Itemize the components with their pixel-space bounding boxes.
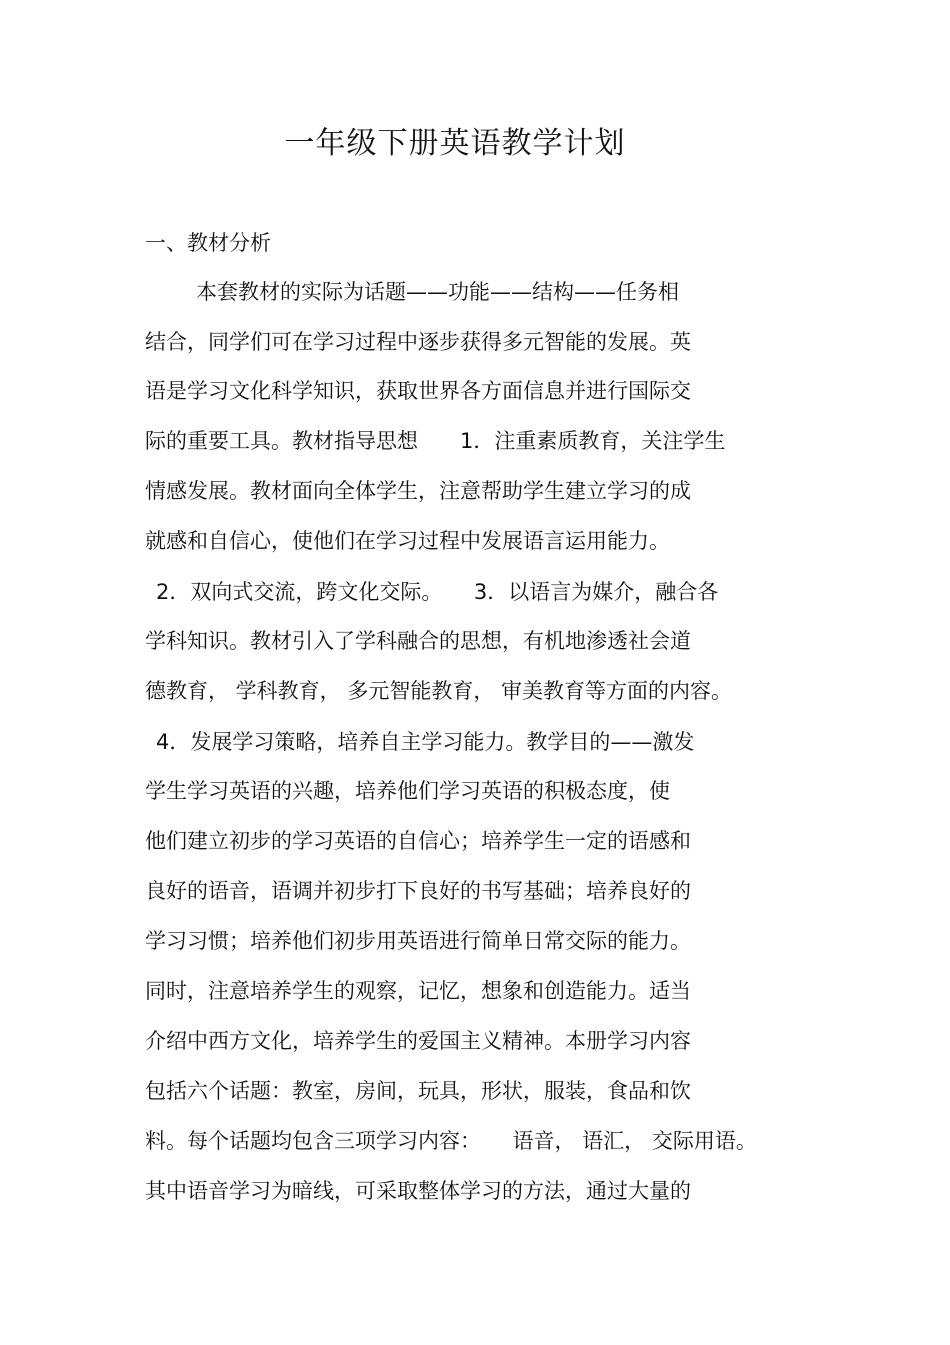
paragraph-line: 介绍中西方文化，培养学生的爱国主义精神。本册学习内容 xyxy=(145,1029,691,1053)
paragraph-line: 情感发展。教材面向全体学生，注意帮助学生建立学习的成 xyxy=(145,479,691,503)
paragraph-line: 结合，同学们可在学习过程中逐步获得多元智能的发展。英 xyxy=(145,330,691,354)
paragraph-line: 2．双向式交流，跨文化交际。 3．以语言为媒介，融合各 xyxy=(156,580,719,604)
paragraph-line: 德教育， 学科教育， 多元智能教育， 审美教育等方面的内容。 xyxy=(145,679,733,703)
section-heading: 一、教材分析 xyxy=(145,231,271,255)
paragraph-line: 良好的语音，语调并初步打下良好的书写基础；培养良好的 xyxy=(145,879,691,903)
document-title: 一年级下册英语教学计划 xyxy=(284,126,626,161)
paragraph-line: 同时，注意培养学生的观察，记忆，想象和创造能力。适当 xyxy=(145,979,691,1003)
paragraph-line: 他们建立初步的学习英语的自信心；培养学生一定的语感和 xyxy=(145,829,691,853)
paragraph-line: 语是学习文化科学知识，获取世界各方面信息并进行国际交 xyxy=(145,379,691,403)
paragraph-line: 就感和自信心，使他们在学习过程中发展语言运用能力。 xyxy=(145,529,670,553)
paragraph-line: 本套教材的实际为话题——功能——结构——任务相 xyxy=(196,280,679,304)
paragraph-line: 学生学习英语的兴趣，培养他们学习英语的积极态度，使 xyxy=(145,779,670,803)
paragraph-line: 4．发展学习策略，培养自主学习能力。教学目的——激发 xyxy=(156,730,695,754)
paragraph-line: 包括六个话题：教室，房间，玩具，形状，服装，食品和饮 xyxy=(145,1079,691,1103)
paragraph-line: 学科知识。教材引入了学科融合的思想，有机地渗透社会道 xyxy=(145,629,691,653)
paragraph-line: 学习习惯；培养他们初步用英语进行简单日常交际的能力。 xyxy=(145,929,691,953)
paragraph-line: 际的重要工具。教材指导思想 1．注重素质教育，关注学生 xyxy=(145,429,726,453)
paragraph-line: 料。每个话题均包含三项学习内容： 语音， 语汇， 交际用语。 xyxy=(145,1129,757,1153)
paragraph-line: 其中语音学习为暗线，可采取整体学习的方法，通过大量的 xyxy=(145,1179,691,1203)
